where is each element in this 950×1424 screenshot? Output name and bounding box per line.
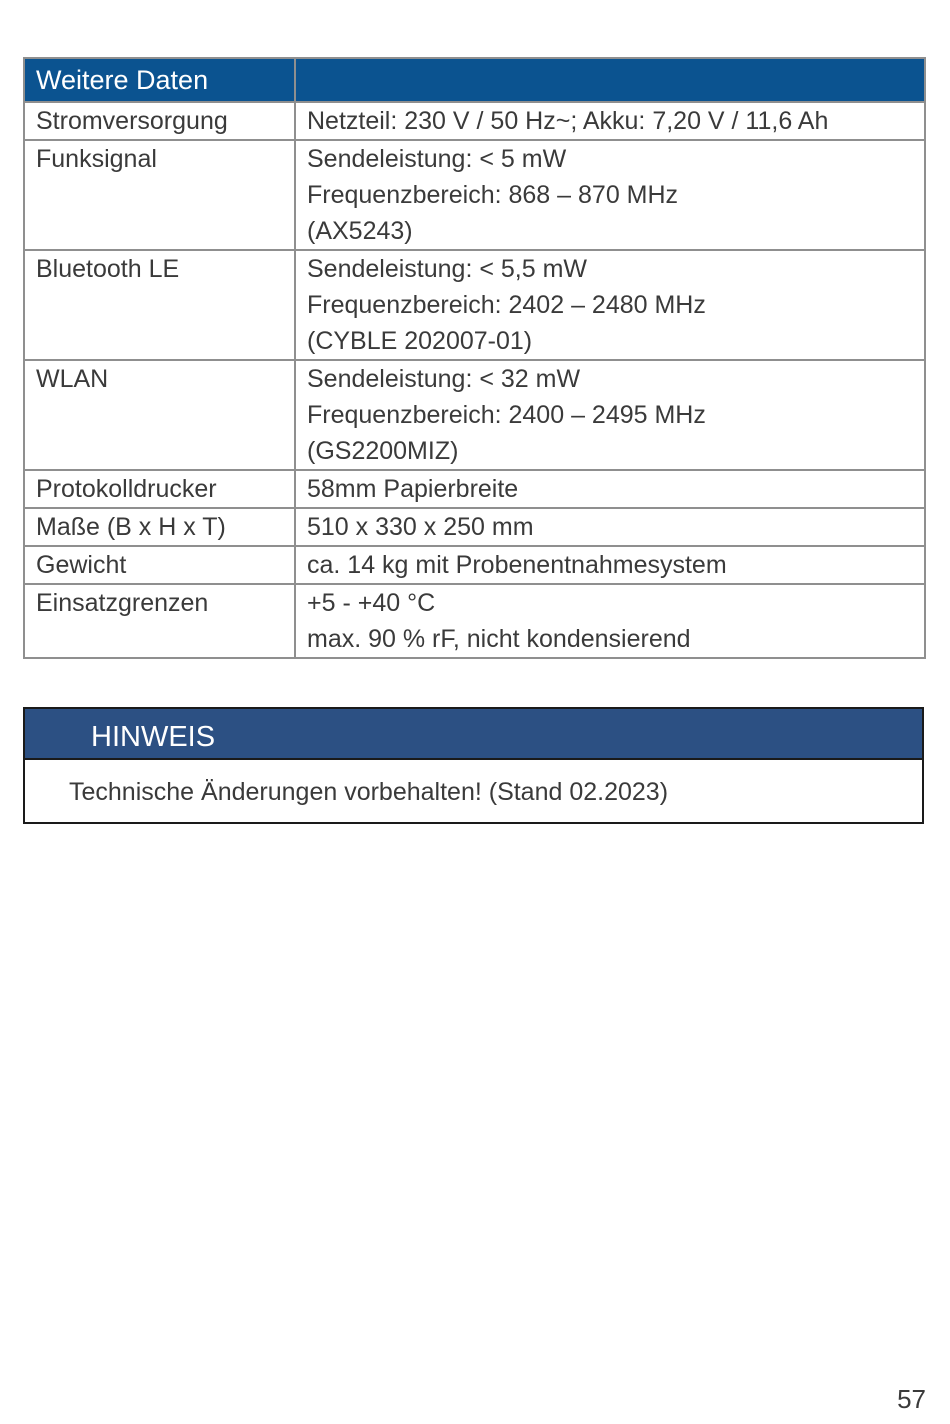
table-header-empty (295, 58, 925, 102)
row-value (295, 546, 925, 584)
table-row (24, 508, 925, 546)
table-row (24, 360, 925, 470)
table-header-row (24, 58, 925, 102)
table-row (24, 470, 925, 508)
notice-title: HINWEIS (25, 709, 922, 760)
row-value-line: Frequenzbereich: 2400 – 2495 MHz (307, 401, 706, 429)
row-value-line: Sendeleistung: < 5,5 mW (307, 255, 588, 283)
row-value-line: (GS2200MIZ) (307, 437, 459, 465)
row-value (295, 140, 925, 250)
row-value-line: max. 90 % rF, nicht kondensierend (307, 625, 691, 653)
table-row (24, 546, 925, 584)
table-header-title: Weitere Daten (24, 58, 295, 102)
row-value-line: +5 - +40 °C (307, 589, 436, 617)
table-row (24, 250, 925, 360)
row-value-line: 510 x 330 x 250 mm (307, 513, 534, 541)
row-value-line: Sendeleistung: < 32 mW (307, 365, 581, 393)
row-key: Stromversorgung (24, 102, 295, 140)
row-value-line: Frequenzbereich: 2402 – 2480 MHz (307, 291, 706, 319)
row-value-line: 58mm Papierbreite (307, 475, 519, 503)
row-value-line: ca. 14 kg mit Probenentnahmesystem (307, 551, 727, 579)
row-key: Funksignal (24, 140, 295, 250)
row-key: Bluetooth LE (24, 250, 295, 360)
spec-table (23, 57, 926, 659)
row-value (295, 250, 925, 360)
table-body (24, 102, 925, 658)
notice-box (23, 707, 924, 824)
row-value-line: (CYBLE 202007-01) (307, 327, 533, 355)
row-value (295, 102, 925, 140)
table-row (24, 102, 925, 140)
row-value-line: Frequenzbereich: 868 – 870 MHz (307, 181, 679, 209)
row-value (295, 470, 925, 508)
row-key: Protokolldrucker (24, 470, 295, 508)
row-value (295, 360, 925, 470)
table-row (24, 140, 925, 250)
row-value (295, 584, 925, 658)
notice-text: Technische Änderungen vorbehalten! (Stand 02.2023) (69, 778, 669, 806)
row-value-line: Sendeleistung: < 5 mW (307, 145, 567, 173)
table-row (24, 584, 925, 658)
row-key: Einsatzgrenzen (24, 584, 295, 658)
row-key: WLAN (24, 360, 295, 470)
row-value (295, 508, 925, 546)
row-value-line: Netzteil: 230 V / 50 Hz~; Akku: 7,20 V / 11,6 Ah (307, 107, 829, 135)
page-number: 57 (897, 1384, 926, 1414)
row-key: Maße (B x H x T) (24, 508, 295, 546)
row-key: Gewicht (24, 546, 295, 584)
row-value-line: (AX5243) (307, 217, 413, 245)
